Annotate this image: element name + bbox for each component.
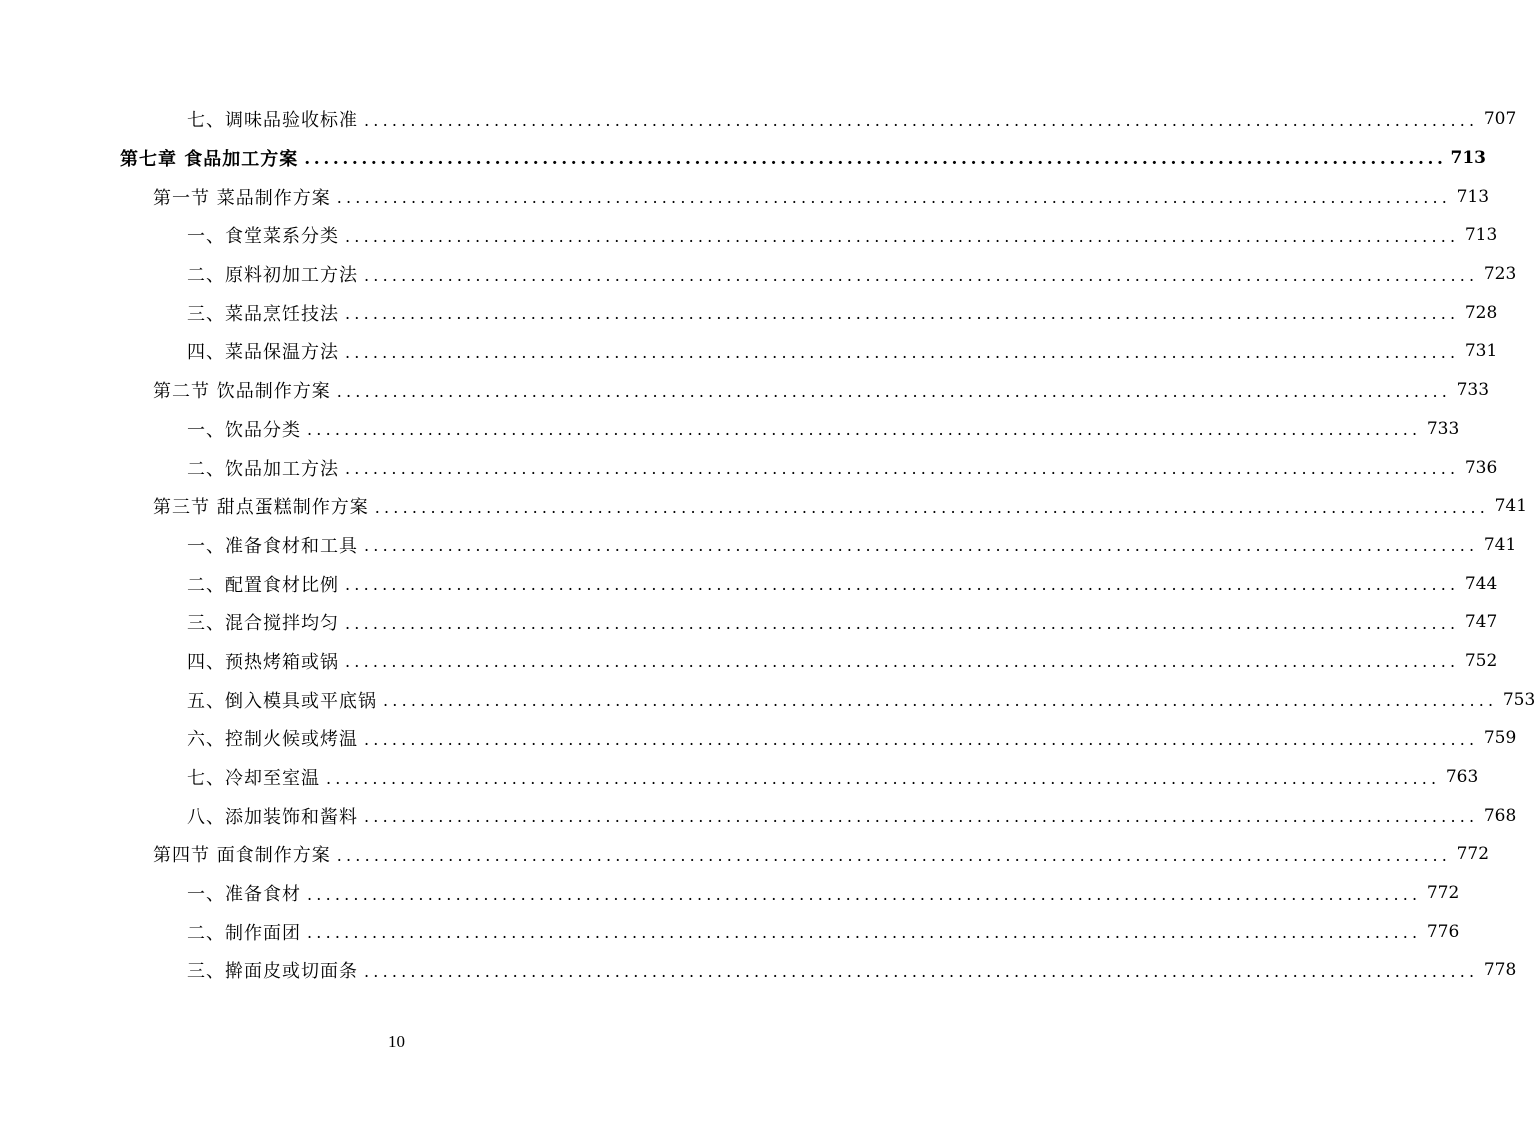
toc-dot-leader: ........................................................................................................................	[307, 420, 1422, 440]
toc-entry-chapter[interactable]	[0, 139, 1486, 178]
toc-entry-page: 753	[1502, 689, 1535, 710]
toc-entry-page: 723	[1483, 264, 1517, 285]
toc-entry-page: 707	[1483, 109, 1517, 130]
toc-dot-leader: ........................................................................................................................	[364, 961, 1479, 981]
toc-entry-page: 741	[1483, 534, 1517, 555]
toc-entry-page: 741	[1494, 496, 1528, 517]
toc-entry-item[interactable]	[0, 758, 1479, 797]
toc-entry-title: 二、饮品加工方法	[187, 458, 339, 480]
toc-entry-item[interactable]	[0, 951, 1517, 990]
toc-dot-leader: ........................................................................................................................	[336, 845, 1452, 865]
toc-entry-item[interactable]	[0, 603, 1498, 642]
toc-entry-section[interactable]	[0, 835, 1490, 874]
toc-entry-title: 三、菜品烹饪技法	[187, 303, 339, 325]
toc-entry-title: 五、倒入模具或平底锅	[187, 690, 377, 712]
toc-entry-title: 一、准备食材和工具	[187, 535, 358, 557]
toc-entry-section[interactable]	[0, 371, 1490, 410]
toc-entry-title: 第三节 甜点蛋糕制作方案	[153, 497, 369, 519]
toc-entry-page: 744	[1464, 573, 1498, 594]
toc-entry-title: 三、混合搅拌均匀	[187, 613, 339, 635]
toc-entry-page: 772	[1426, 883, 1460, 904]
toc-entry-item[interactable]	[0, 100, 1517, 139]
toc-entry-page: 733	[1456, 380, 1490, 401]
toc-entry-item[interactable]	[0, 874, 1460, 913]
toc-entry-page: 763	[1445, 767, 1479, 788]
toc-entry-item[interactable]	[0, 642, 1498, 681]
toc-entry-title: 三、擀面皮或切面条	[187, 961, 358, 983]
toc-dot-leader: ........................................................................................................................	[345, 226, 1460, 246]
toc-dot-leader: ........................................................................................................................	[345, 652, 1460, 672]
toc-entry-page: 747	[1464, 612, 1498, 633]
toc-entry-page: 752	[1464, 650, 1498, 671]
toc-dot-leader: ........................................................................................................................	[345, 304, 1460, 324]
toc-entry-item[interactable]	[0, 448, 1498, 487]
toc-dot-leader: ........................................................................................................................	[383, 691, 1498, 711]
toc-entry-title: 第一节 菜品制作方案	[153, 187, 331, 209]
toc-entry-title: 第二节 饮品制作方案	[153, 381, 331, 403]
toc-entry-page: 731	[1464, 341, 1498, 362]
toc-entry-item[interactable]	[0, 332, 1498, 371]
toc-entry-title: 二、配置食材比例	[187, 574, 339, 596]
toc-entry-title: 四、菜品保温方法	[187, 342, 339, 364]
toc-entry-page: 772	[1456, 844, 1490, 865]
toc-entry-title: 一、饮品分类	[187, 419, 301, 441]
toc-entry-section[interactable]	[0, 487, 1528, 526]
toc-entry-item[interactable]	[0, 410, 1460, 449]
toc-entry-item[interactable]	[0, 912, 1460, 951]
toc-entry-page: 728	[1464, 302, 1498, 323]
toc-entry-item[interactable]	[0, 293, 1498, 332]
toc-entry-title: 八、添加装饰和酱料	[187, 806, 358, 828]
toc-entry-page: 713	[1456, 186, 1490, 207]
toc-dot-leader: ........................................................................................................................	[364, 807, 1479, 827]
toc-entry-title: 六、控制火候或烤温	[187, 729, 358, 751]
toc-dot-leader: ........................................................................................................................	[364, 729, 1479, 749]
toc-entry-page: 733	[1426, 418, 1460, 439]
toc-entry-title: 第四节 面食制作方案	[153, 845, 331, 867]
toc-dot-leader: ........................................................................................................................	[364, 265, 1479, 285]
table-of-contents	[0, 100, 1535, 990]
toc-dot-leader: ........................................................................................................................	[364, 110, 1479, 130]
toc-entry-title: 第七章 食品加工方案	[120, 149, 299, 171]
toc-entry-item[interactable]	[0, 796, 1517, 835]
toc-entry-title: 二、制作面团	[187, 922, 301, 944]
toc-dot-leader: ........................................................................................................................	[345, 575, 1460, 595]
toc-dot-leader: ........................................................................................................................	[304, 149, 1447, 170]
toc-entry-page: 759	[1483, 728, 1517, 749]
page-number: 10	[388, 1032, 405, 1051]
toc-dot-leader: ........................................................................................................................	[336, 188, 1452, 208]
toc-entry-item[interactable]	[0, 216, 1498, 255]
toc-dot-leader: ........................................................................................................................	[364, 536, 1479, 556]
toc-entry-page: 776	[1426, 921, 1460, 942]
toc-entry-item[interactable]	[0, 719, 1517, 758]
toc-entry-item[interactable]	[0, 564, 1498, 603]
toc-entry-title: 四、预热烤箱或锅	[187, 651, 339, 673]
toc-entry-item[interactable]	[0, 255, 1517, 294]
toc-entry-title: 二、原料初加工方法	[187, 265, 358, 287]
toc-dot-leader: ........................................................................................................................	[345, 613, 1460, 633]
toc-entry-page: 778	[1483, 960, 1517, 981]
toc-entry-page: 713	[1464, 225, 1498, 246]
toc-dot-leader: ........................................................................................................................	[345, 459, 1460, 479]
toc-entry-item[interactable]	[0, 526, 1517, 565]
toc-entry-title: 七、冷却至室温	[187, 768, 320, 790]
toc-entry-title: 一、食堂菜系分类	[187, 226, 339, 248]
toc-entry-page: 736	[1464, 457, 1498, 478]
toc-entry-page: 768	[1483, 805, 1517, 826]
toc-entry-title: 一、准备食材	[187, 884, 301, 906]
toc-entry-title: 七、调味品验收标准	[187, 110, 358, 132]
toc-dot-leader: ........................................................................................................................	[326, 768, 1441, 788]
toc-dot-leader: ........................................................................................................................	[345, 342, 1460, 362]
toc-entry-item[interactable]	[0, 680, 1535, 719]
toc-entry-section[interactable]	[0, 177, 1490, 216]
toc-dot-leader: ........................................................................................................................	[336, 381, 1452, 401]
toc-dot-leader: ........................................................................................................................	[374, 497, 1490, 517]
toc-dot-leader: ........................................................................................................................	[307, 884, 1422, 904]
toc-entry-page: 713	[1450, 148, 1486, 169]
toc-dot-leader: ........................................................................................................................	[307, 923, 1422, 943]
